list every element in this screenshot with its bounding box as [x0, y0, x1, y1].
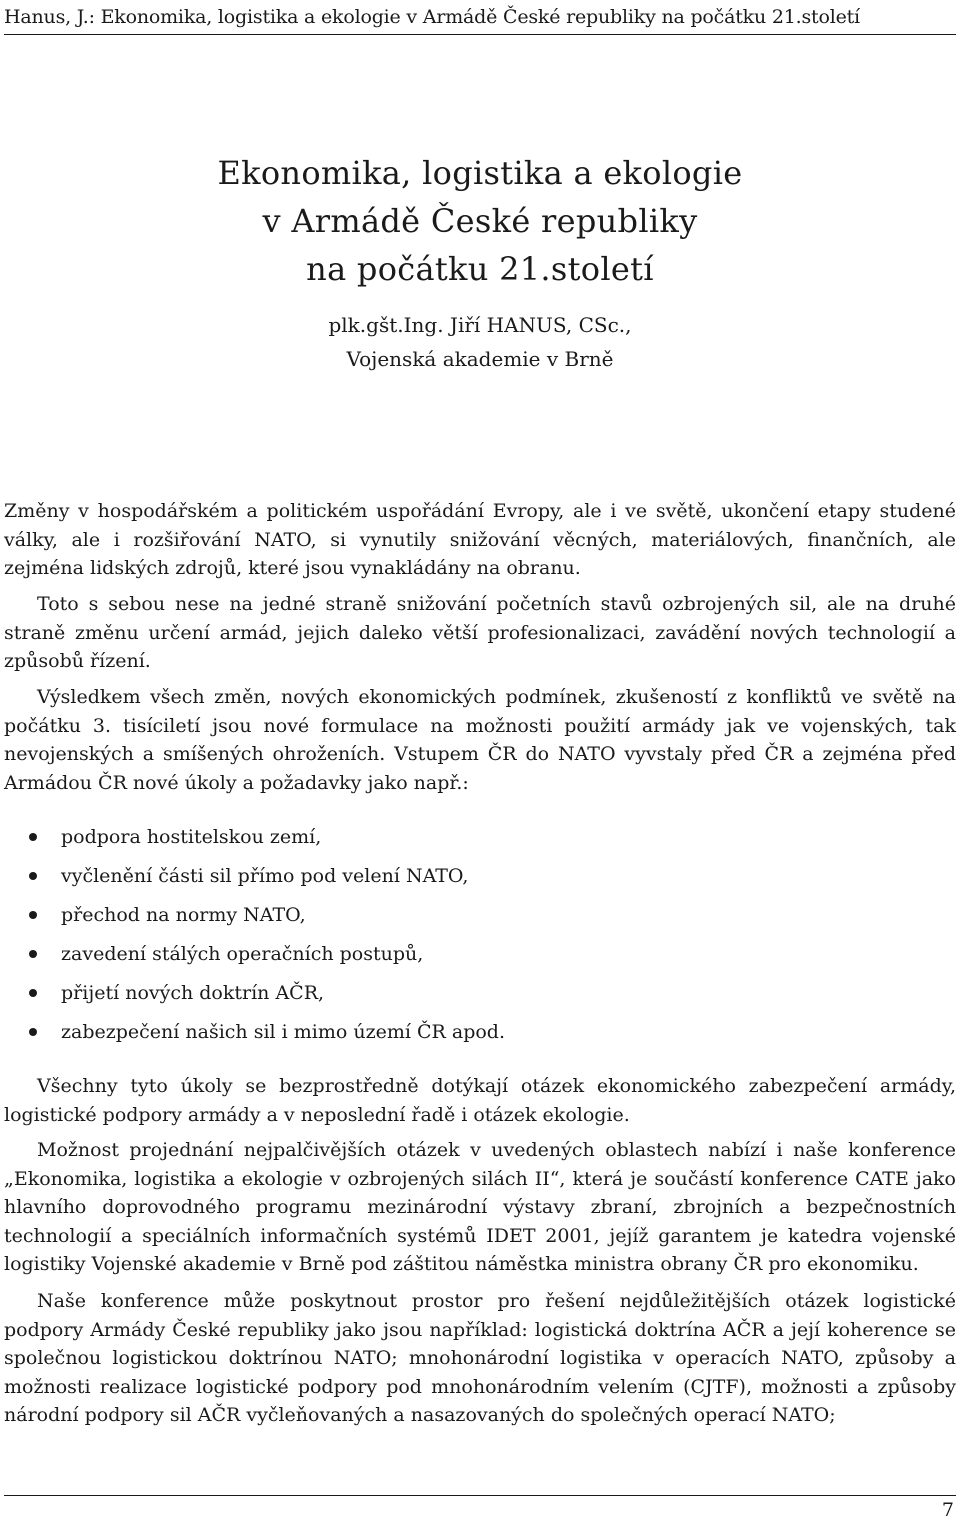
footer-rule: [4, 1495, 956, 1496]
running-header: Hanus, J.: Ekonomika, logistika a ekologie v Armádě České republiky na počátku 21.století: [4, 6, 860, 28]
paragraph-2: Toto s sebou nese na jedné straně snižování početních stavů ozbrojených sil, ale na druhé straně změnu určení armád, jejich daleko větší profesionalizaci, zavádění nových technologií a způsobů řízení.: [4, 593, 956, 673]
paragraph-4: Všechny tyto úkoly se bezprostředně dotýkají otázek ekonomického zabezpečení armády, logistické podpory armády a v neposlední řadě i otázek ekologie.: [4, 1075, 956, 1126]
list-item-text: vyčlenění části sil přímo pod velení NATO,: [61, 865, 469, 887]
list-item-text: zabezpečení našich sil i mimo území ČR apod.: [61, 1021, 505, 1043]
bullet-icon: [29, 989, 37, 997]
bullet-icon: [29, 1028, 37, 1036]
list-item: [4, 863, 944, 902]
list-item: [4, 902, 944, 941]
title-line-2: v Armádě České republiky: [262, 202, 698, 241]
bullet-icon: [29, 872, 37, 880]
paragraph-6: Naše konference může poskytnout prostor pro řešení nejdůležitějších otázek logistické podpory Armády České republiky jako jsou například: logistická doktrína AČR a její koherence se společnou logistickou doktrínou NATO; mnohonárodní logistika v operacích NATO, způsoby a možnosti realizace logistické podpory pod mnohonárodním velením (CJTF), možnosti a způsoby národní podpory sil AČR vyčleňovaných a nasazovaných do společných operací NATO;: [4, 1290, 956, 1427]
list-item-text: podpora hostitelskou zemí,: [61, 826, 322, 848]
author-block: [0, 308, 960, 376]
list-item: [4, 980, 944, 1019]
title-line-1: Ekonomika, logistika a ekologie: [217, 154, 743, 193]
paragraph-3: Výsledkem všech změn, nových ekonomických podmínek, zkušeností z konfliktů ve světě na počátku 3. tisíciletí jsou nové formulace na možnosti použití armády jak ve vojenských, tak nevojenských a smíšených ohroženích. Vstupem ČR do NATO vyvstaly před ČR a zejména před Armádou ČR nové úkoly a požadavky jako např.:: [4, 686, 956, 794]
list-item-text: přechod na normy NATO,: [61, 904, 306, 926]
list-item: [4, 941, 944, 980]
header-rule: [4, 34, 956, 35]
paragraph-1: Změny v hospodářském a politickém uspořádání Evropy, ale i ve světě, ukončení etapy studené války, ale i rozšiřování NATO, si vynutily snižování věcných, materiálových, finančních, ale zejména lidských zdrojů, které jsou vynakládány na obranu.: [4, 500, 956, 580]
author-name: plk.gšt.Ing. Jiří HANUS, CSc.,: [328, 313, 632, 337]
bullet-icon: [29, 950, 37, 958]
author-affiliation: Vojenská akademie v Brně: [346, 347, 614, 371]
bullet-icon: [29, 911, 37, 919]
list-item-text: zavedení stálých operačních postupů,: [61, 943, 424, 965]
list-item: [4, 1019, 944, 1058]
list-item: [4, 824, 944, 863]
task-list: [4, 824, 944, 1058]
list-item-text: přijetí nových doktrín AČR,: [61, 982, 325, 1004]
paragraph-5: Možnost projednání nejpalčivějších otázek v uvedených oblastech nabízí i naše konference „Ekonomika, logistika a ekologie v ozbrojených silách II“, která je součástí konference CATE jako hlavního doprovodného programu mezinárodní výstavy zbraní, zbrojních a bezpečnostních technologií a speciálních informačních systémů IDET 2001, jejíž garantem je katedra vojenské logistiky Vojenské akademie v Brně pod záštitou náměstka ministra obrany ČR pro ekonomiku.: [4, 1139, 956, 1276]
paper-title: [0, 149, 960, 293]
page-number: 7: [941, 1499, 954, 1521]
title-line-3: na počátku 21.století: [306, 250, 654, 289]
bullet-icon: [29, 833, 37, 841]
